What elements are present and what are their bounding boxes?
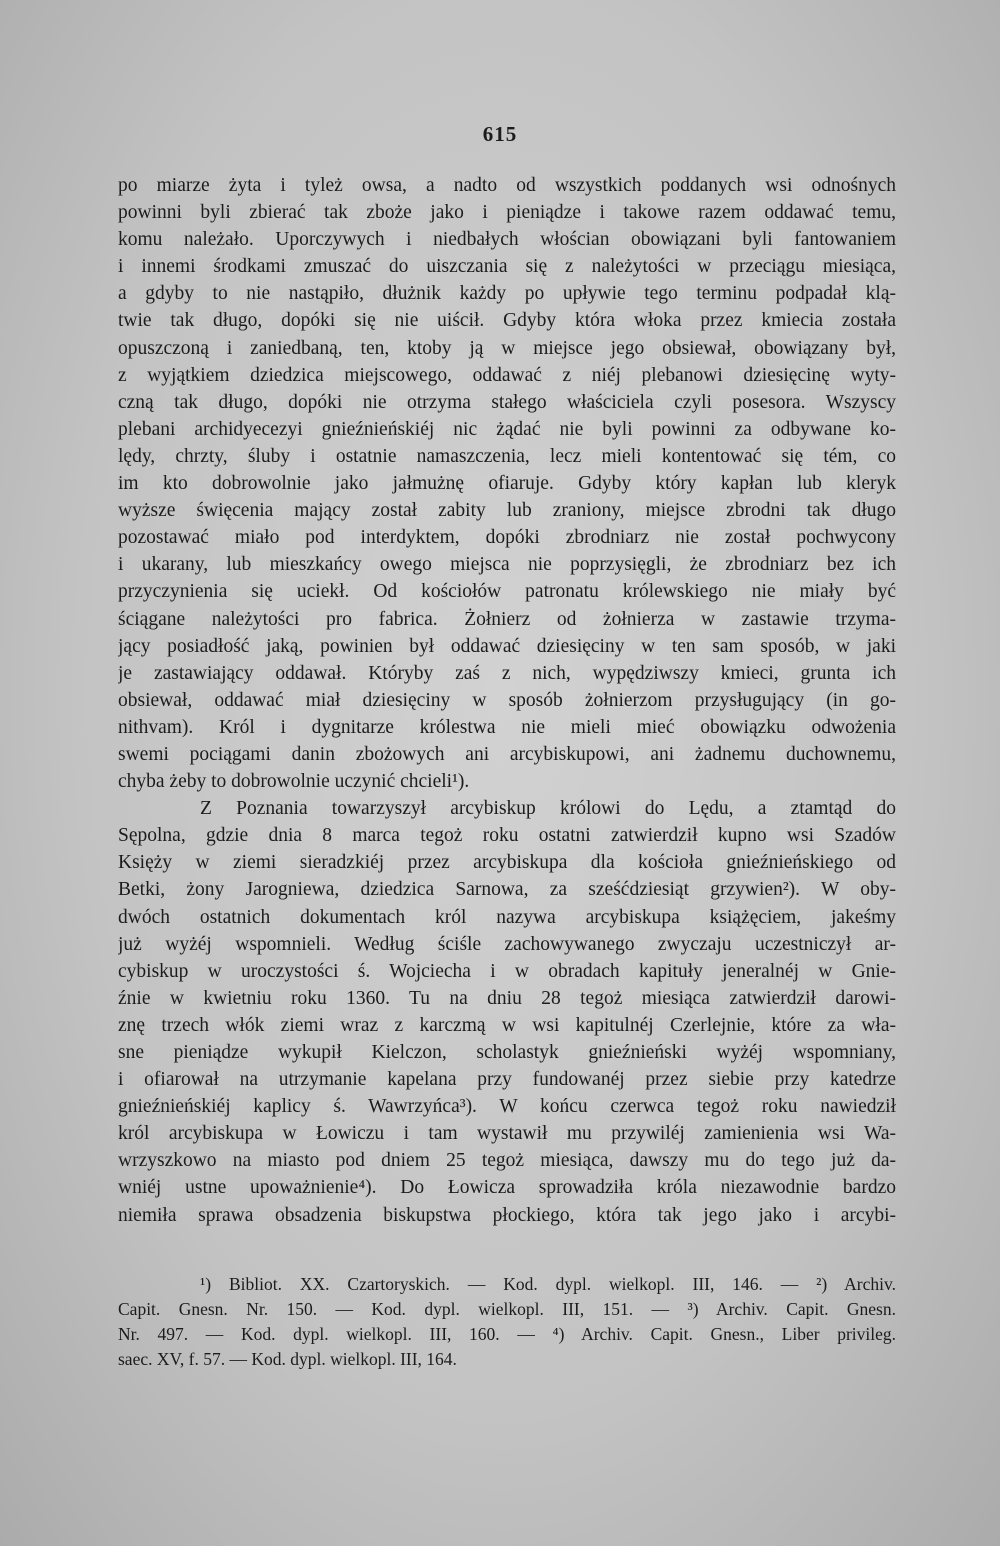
text-line: jący posiadłość jaką, powinien był oddawać dziesięciny w ten sam sposób, w jaki xyxy=(118,635,896,657)
text-line: im kto dobrowolnie jako jałmużnę ofiaruje. Gdyby który kapłan lub kleryk xyxy=(118,473,896,495)
text-line: dwóch ostatnich dokumentach król nazywa arcybiskupa książęciem, jakeśmy xyxy=(118,906,896,928)
footnote-line: ¹) Bibliot. XX. Czartoryskich. — Kod. dypl. wielkopl. III, 146. — ²) Archiv. xyxy=(200,1274,896,1294)
text-line: wyższe święcenia mający został zabity lub zraniony, miejsce zbrodni tak długo xyxy=(118,500,896,522)
text-line: Sępolna, gdzie dnia 8 marca tegoż roku ostatni zatwierdził kupno wsi Szadów xyxy=(118,825,896,847)
text-line: źnie w kwietniu roku 1360. Tu na dniu 28 tegoż miesiąca zatwierdził darowi- xyxy=(118,987,896,1009)
page-number: 615 xyxy=(482,122,518,146)
footnote-line: Capit. Gnesn. Nr. 150. — Kod. dypl. wielkopl. III, 151. — ³) Archiv. Capit. Gnesn. xyxy=(118,1299,896,1319)
text-line: już wyżéj wspomnieli. Według ściśle zachowywanego zwyczaju uczestniczył ar- xyxy=(118,933,896,955)
text-line: z wyjątkiem dziedzica miejscowego, oddawać z niéj plebanowi dziesięcinę wyty- xyxy=(118,364,896,386)
text-line: znę trzech włók ziemi wraz z karczmą w wsi kapitulnéj Czerlejnie, które za wła- xyxy=(118,1014,896,1036)
text-line: ściągane należytości pro fabrica. Żołnierz od żołnierza w zastawie trzyma- xyxy=(118,608,896,630)
text-line: wniéj ustne upoważnienie⁴). Do Łowicza sprowadziła króla niezawodnie bardzo xyxy=(118,1177,896,1199)
text-line: cybiskup w uroczystości ś. Wojciecha i w obradach kapituły jeneralnéj w Gnie- xyxy=(118,960,896,982)
text-line: i ofiarował na utrzymanie kapelana przy fundowanéj przez siebie przy katedrze xyxy=(118,1069,896,1091)
text-line: opuszczoną i zaniedbaną, ten, ktoby ją w miejsce jego obsiewał, obowiązany był, xyxy=(118,337,896,359)
text-line: czną tak długo, dopóki nie otrzyma stałego właściciela czyli posesora. Wszyscy xyxy=(118,391,896,413)
text-line: Betki, żony Jarogniewa, dziedzica Sarnowa, za sześćdziesiąt grzywien²). W oby- xyxy=(118,879,896,901)
text-line: powinni byli zbierać tak zboże jako i pieniądze i takowe razem oddawać temu, xyxy=(118,202,896,224)
text-line: a gdyby to nie nastąpiło, dłużnik każdy po upływie tego terminu podpadał klą- xyxy=(118,283,896,305)
text-line: i ukarany, lub mieszkańcy owego miejsca nie poprzysięgli, że zbrodniarz bez ich xyxy=(118,554,896,576)
text-line: lędy, chrzty, śluby i ostatnie namaszczenia, lecz mieli kontentować się tém, co xyxy=(118,445,896,467)
text-line: Z Poznania towarzyszył arcybiskup królowi do Lędu, a ztamtąd do xyxy=(200,798,896,820)
text-line: twie tak długo, dopóki się nie uiścił. Gdyby która włoka przez kmiecia została xyxy=(118,310,896,332)
text-line: król arcybiskupa w Łowiczu i tam wystawił mu przywiléj zamienienia wsi Wa- xyxy=(118,1123,896,1145)
text-line: obsiewał, oddawać miał dziesięciny w sposób żołnierzom przysługujący (in go- xyxy=(118,689,896,711)
text-line: pozostawać miało pod interdyktem, dopóki zbrodniarz nie został pochwycony xyxy=(118,527,896,549)
text-line: swemi pociągami danin zbożowych ani arcybiskupowi, ani żadnemu duchownemu, xyxy=(118,743,896,765)
text-line: nithvam). Król i dygnitarze królestwa nie mieli mieć obowiązku odwożenia xyxy=(118,716,896,738)
text-line: sne pieniądze wykupił Kielczon, scholastyk gnieźnieński wyżéj wspomniany, xyxy=(118,1042,896,1063)
footnote-line: saec. XV, f. 57. — Kod. dypl. wielkopl. III, 164. xyxy=(118,1349,457,1369)
text-line: i innemi środkami zmuszać do uiszczania się z należytości w przeciągu miesiąca, xyxy=(118,256,896,278)
footnote-line: Nr. 497. — Kod. dypl. wielkopl. III, 160. — ⁴) Archiv. Capit. Gnesn., Liber privileg. xyxy=(118,1324,896,1344)
text-line: wrzyszkowo na miasto pod dniem 25 tegoż miesiąca, dawszy mu do tego już da- xyxy=(118,1150,896,1172)
body-text xyxy=(118,172,896,1229)
footnotes xyxy=(118,1272,896,1372)
text-line: gnieźnieńskiéj kaplicy ś. Wawrzyńca³). W końcu czerwca tegoż roku nawiedził xyxy=(118,1096,896,1118)
text-line: po miarze żyta i tyleż owsa, a nadto od wszystkich poddanych wsi odnośnych xyxy=(118,175,896,196)
text-line: Księży w ziemi sieradzkiéj przez arcybiskupa dla kościoła gnieźnieńskiego od xyxy=(118,852,896,874)
text-line: komu należało. Uporczywych i niedbałych włościan obowiązani byli fantowaniem xyxy=(118,229,896,251)
text-line: niemiła sprawa obsadzenia biskupstwa płockiego, która tak jego jako i arcybi- xyxy=(118,1204,896,1226)
text-line: chyba żeby to dobrowolnie uczynić chcieli¹). xyxy=(118,771,470,793)
text-line: przyczynienia się uciekł. Od kościołów patronatu królewskiego nie miały być xyxy=(118,581,896,603)
text-line: plebani archidyecezyi gnieźnieńskiéj nic żądać nie byli powinni za odbywane ko- xyxy=(118,418,896,440)
text-line: je zastawiający oddawał. Któryby zaś z nich, wypędziwszy kmieci, grunta ich xyxy=(118,662,896,684)
